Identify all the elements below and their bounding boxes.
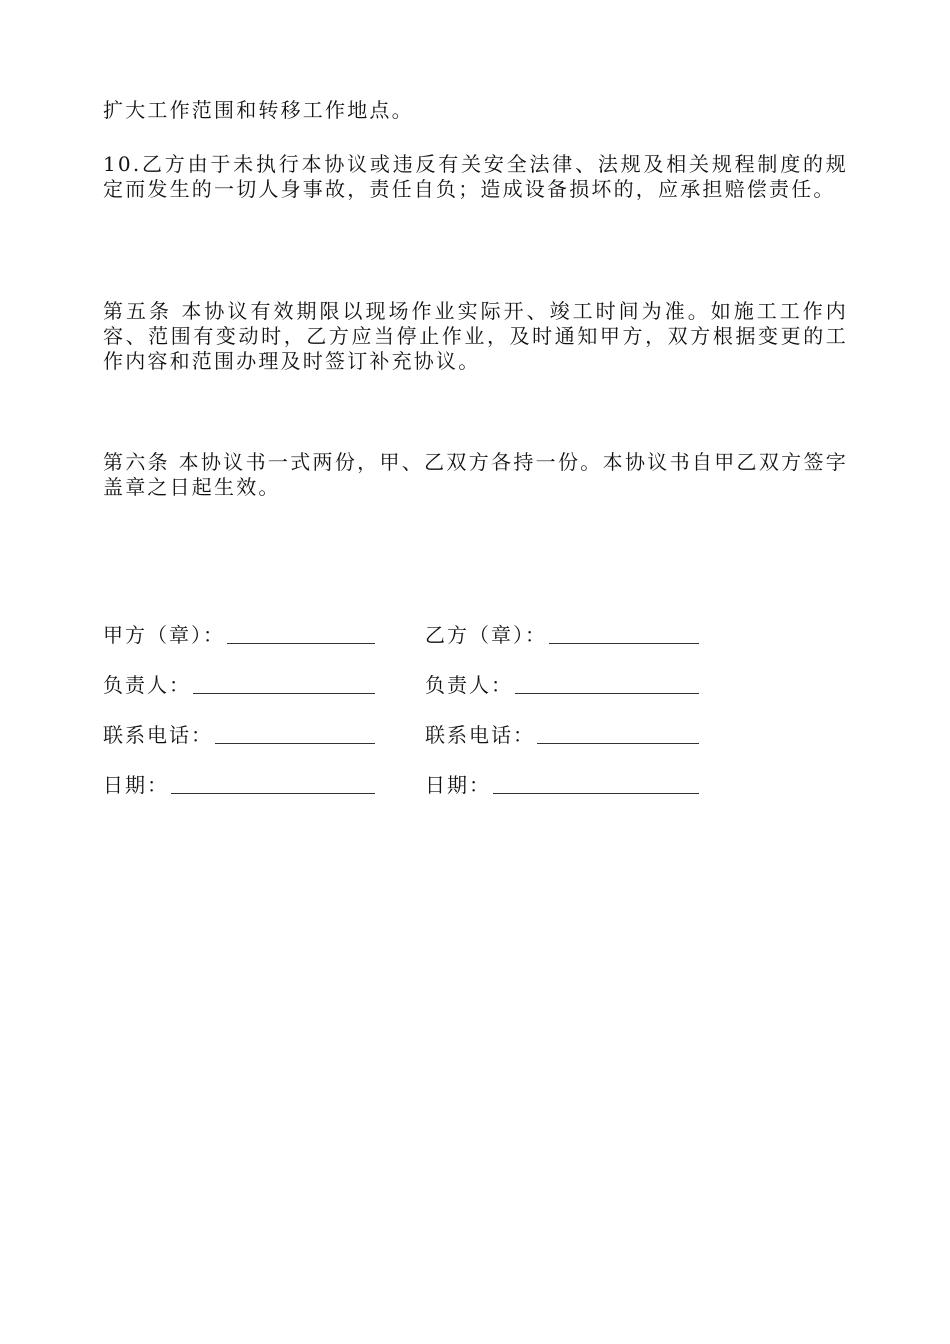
party-a-seal-label: 甲方（章）： xyxy=(103,623,225,647)
party-a-person-field[interactable] xyxy=(103,670,375,700)
party-a-person-line xyxy=(193,692,375,694)
party-b-date-label: 日期： xyxy=(425,773,491,797)
party-a-phone-label: 联系电话： xyxy=(103,723,213,747)
party-b-person-line xyxy=(515,692,699,694)
party-a-seal-line xyxy=(227,642,375,644)
party-b-person-field[interactable] xyxy=(425,670,699,700)
party-b-seal-label: 乙方（章）： xyxy=(425,623,547,647)
party-a-phone-line xyxy=(215,742,375,744)
party-a-seal-field[interactable] xyxy=(103,620,375,650)
party-a-phone-field[interactable] xyxy=(103,720,375,750)
party-b-seal-line xyxy=(549,642,699,644)
paragraph-article-5: 第五条 本协议有效期限以现场作业实际开、竣工时间为准。如施工工作内容、范围有变动时，乙方应当停止作业，及时通知甲方，双方根据变更的工作内容和范围办理及时签订补充协议。 xyxy=(103,299,848,373)
party-a-date-field[interactable] xyxy=(103,770,375,800)
party-a-date-label: 日期： xyxy=(103,773,169,797)
paragraph-article-6: 第六条 本协议书一式两份，甲、乙双方各持一份。本协议书自甲乙双方签字盖章之日起生效。 xyxy=(103,450,848,499)
party-b-seal-field[interactable] xyxy=(425,620,699,650)
party-a-person-label: 负责人： xyxy=(103,673,191,697)
signature-row-person xyxy=(103,670,703,700)
party-b-phone-label: 联系电话： xyxy=(425,723,535,747)
paragraph-work-scope: 扩大工作范围和转移工作地点。 xyxy=(103,98,414,122)
signature-row-seal xyxy=(103,620,703,650)
party-b-phone-line xyxy=(537,742,699,744)
paragraph-clause-10: 10.乙方由于未执行本协议或违反有关安全法律、法规及相关规程制度的规定而发生的一切人身事故，责任自负；造成设备损坏的，应承担赔偿责任。 xyxy=(103,152,848,201)
party-b-person-label: 负责人： xyxy=(425,673,513,697)
party-a-date-line xyxy=(171,792,375,794)
signature-row-date xyxy=(103,770,703,800)
party-b-date-field[interactable] xyxy=(425,770,699,800)
signature-row-phone xyxy=(103,720,703,750)
party-b-phone-field[interactable] xyxy=(425,720,699,750)
party-b-date-line xyxy=(493,792,699,794)
